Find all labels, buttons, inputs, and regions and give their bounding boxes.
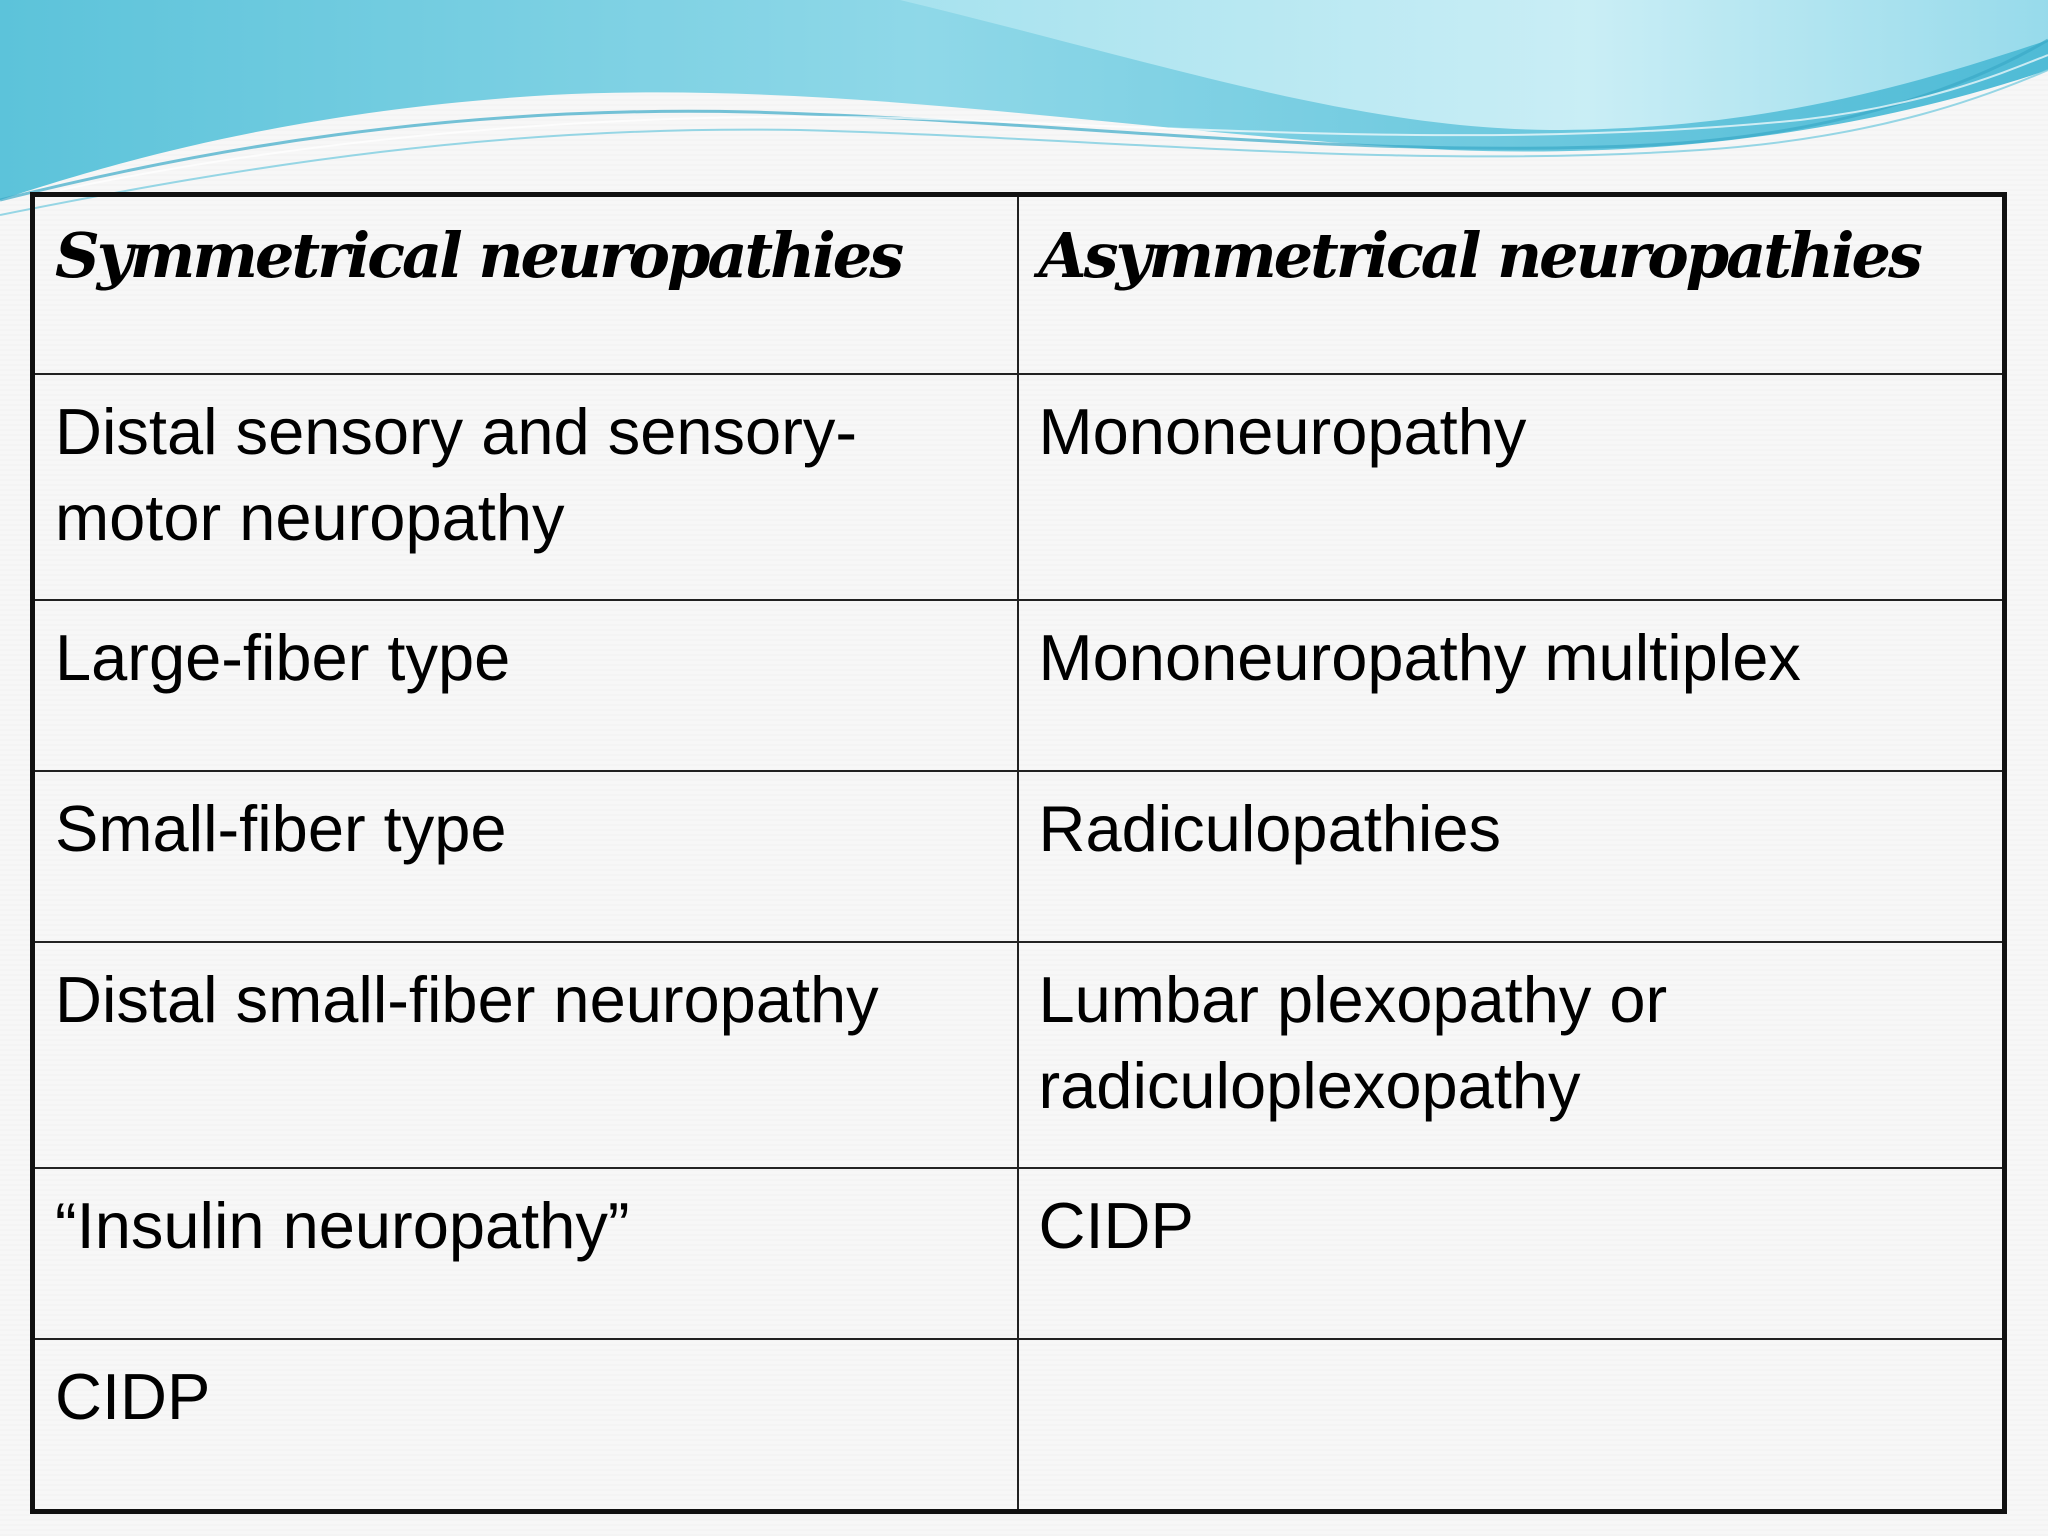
header-asymmetrical: Asymmetrical neuropathies xyxy=(1018,195,2005,375)
table-cell: CIDP xyxy=(33,1339,1018,1512)
table-row xyxy=(33,374,2005,600)
table-row xyxy=(33,1168,2005,1339)
table-cell: Distal small-fiber neuropathy xyxy=(33,942,1018,1168)
table-cell: Lumbar plexopathy or radiculoplexopathy xyxy=(1018,942,2005,1168)
table-cell: Distal sensory and sensory-motor neuropathy xyxy=(33,374,1018,600)
neuropathy-table xyxy=(30,192,2007,1514)
table-row xyxy=(33,1339,2005,1512)
table-header-row xyxy=(33,195,2005,375)
table-row xyxy=(33,942,2005,1168)
table-cell: Small-fiber type xyxy=(33,771,1018,942)
table-row xyxy=(33,600,2005,771)
table-cell: “Insulin neuropathy” xyxy=(33,1168,1018,1339)
table-cell: Mononeuropathy xyxy=(1018,374,2005,600)
table-cell: Radiculopathies xyxy=(1018,771,2005,942)
header-symmetrical: Symmetrical neuropathies xyxy=(33,195,1018,375)
table-cell: CIDP xyxy=(1018,1168,2005,1339)
table-cell: Mononeuropathy multiplex xyxy=(1018,600,2005,771)
table-row xyxy=(33,771,2005,942)
table-cell xyxy=(1018,1339,2005,1512)
table-cell: Large-fiber type xyxy=(33,600,1018,771)
